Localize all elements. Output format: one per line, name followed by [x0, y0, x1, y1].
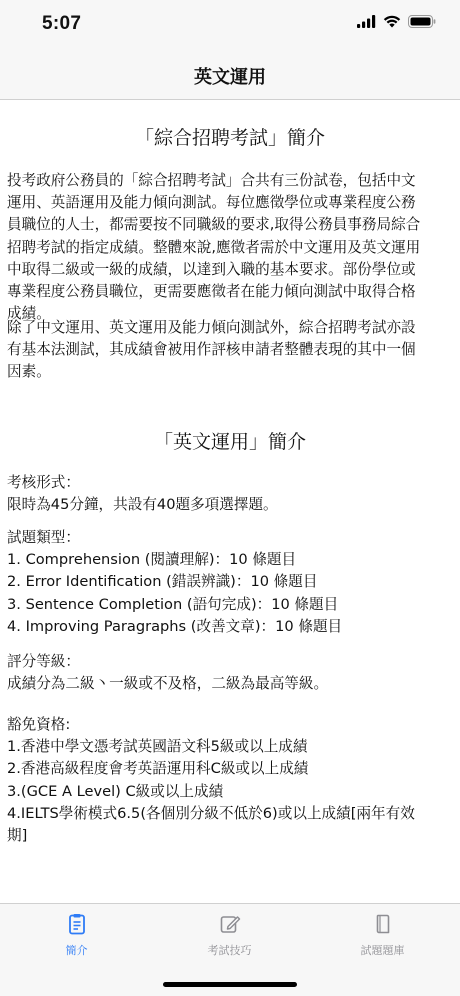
edit-icon — [218, 912, 242, 936]
exemption-heading: 豁免資格: — [7, 716, 71, 733]
home-indicator[interactable] — [163, 982, 297, 987]
signal-icon — [357, 15, 376, 28]
exemption-item: 1.香港中學文憑考試英國語文科5級或以上成績 — [7, 738, 308, 756]
exemption-block — [7, 714, 453, 847]
tab-exam-tips[interactable] — [153, 912, 306, 964]
intro-paragraph-2 — [7, 317, 453, 384]
text-line: 專業程度公務員職位，更需要應徵者在能力傾向測試中取得合格 — [7, 283, 416, 301]
wifi-icon — [383, 15, 401, 28]
text-line: 因素。 — [7, 363, 51, 381]
status-bar — [0, 0, 460, 50]
tab-question-bank[interactable] — [306, 912, 459, 964]
exemption-item: 2.香港高級程度會考英語運用科C級或以上成績 — [7, 760, 309, 778]
exam-format-heading: 考核形式： — [7, 474, 80, 491]
question-type-item: 1. Comprehension (閱讀理解)：10 條題目 — [7, 551, 297, 569]
text-line: 招聘考試的指定成績。整體來說,應徵者需於中文運用及英文運用 — [7, 238, 421, 256]
text-line: 成績。 — [7, 305, 51, 323]
question-type-item: 3. Sentence Completion (語句完成)：10 條題目 — [7, 595, 339, 613]
question-type-item: 2. Error Identification (錯誤辨識)：10 條題目 — [7, 573, 318, 591]
exemption-item: 4.IELTS學術模式6.5(各個別分級不低於6)或以上成績[兩年有效 — [7, 804, 415, 822]
navigation-bar — [0, 50, 460, 100]
english-title: 「英文運用」簡介 — [153, 431, 306, 453]
tab-intro[interactable] — [0, 912, 153, 964]
question-types-block — [7, 527, 453, 638]
intro-title: 「綜合招聘考試」簡介 — [134, 127, 325, 149]
text-line: 除了中文運用、英文運用及能力傾向測試外，綜合招聘考試亦設 — [7, 319, 416, 336]
content-scroll-area[interactable] — [0, 100, 460, 903]
page-title: 英文運用 — [194, 67, 266, 88]
tab-intro-label: 簡介 — [65, 944, 88, 957]
text-line: 投考政府公務員的「綜合招聘考試」合共有三份試卷，包括中文 — [7, 172, 416, 189]
clipboard-icon — [65, 912, 89, 936]
text-line: 員職位的人士，都需要按不同職級的要求,取得公務員事務局綜合 — [7, 216, 421, 234]
exam-format-text: 限時為45分鐘，共設有40題多項選擇題。 — [7, 496, 278, 514]
exemption-item: 3.(GCE A Level) C級或以上成績 — [7, 782, 224, 800]
battery-icon — [408, 15, 436, 28]
tab-question-bank-label: 試題題庫 — [360, 944, 405, 957]
grading-heading: 評分等級： — [7, 653, 80, 670]
status-time: 5:07 — [42, 13, 82, 34]
question-type-item: 4. Improving Paragraphs (改善文章)：10 條題目 — [7, 617, 343, 635]
grading-block — [7, 651, 453, 695]
exam-format-block — [7, 472, 453, 516]
exemption-item: 期] — [7, 827, 28, 845]
tab-exam-tips-label: 考試技巧 — [207, 944, 252, 957]
text-line: 中取得二級或一級的成績，以達到入職的基本要求。部份學位或 — [7, 260, 416, 278]
status-icons — [357, 15, 436, 28]
text-line: 運用、英語運用及能力傾向測試。每位應徵學位或專業程度公務 — [7, 194, 416, 212]
text-line: 有基本法測試，其成績會被用作評核申請者整體表現的其中一個 — [7, 341, 416, 359]
question-types-heading: 試題類型： — [7, 529, 80, 546]
book-icon — [371, 912, 395, 936]
grading-text: 成績分為二級丶一級或不及格，二級為最高等級。 — [7, 675, 329, 693]
intro-paragraph-1 — [7, 170, 453, 325]
